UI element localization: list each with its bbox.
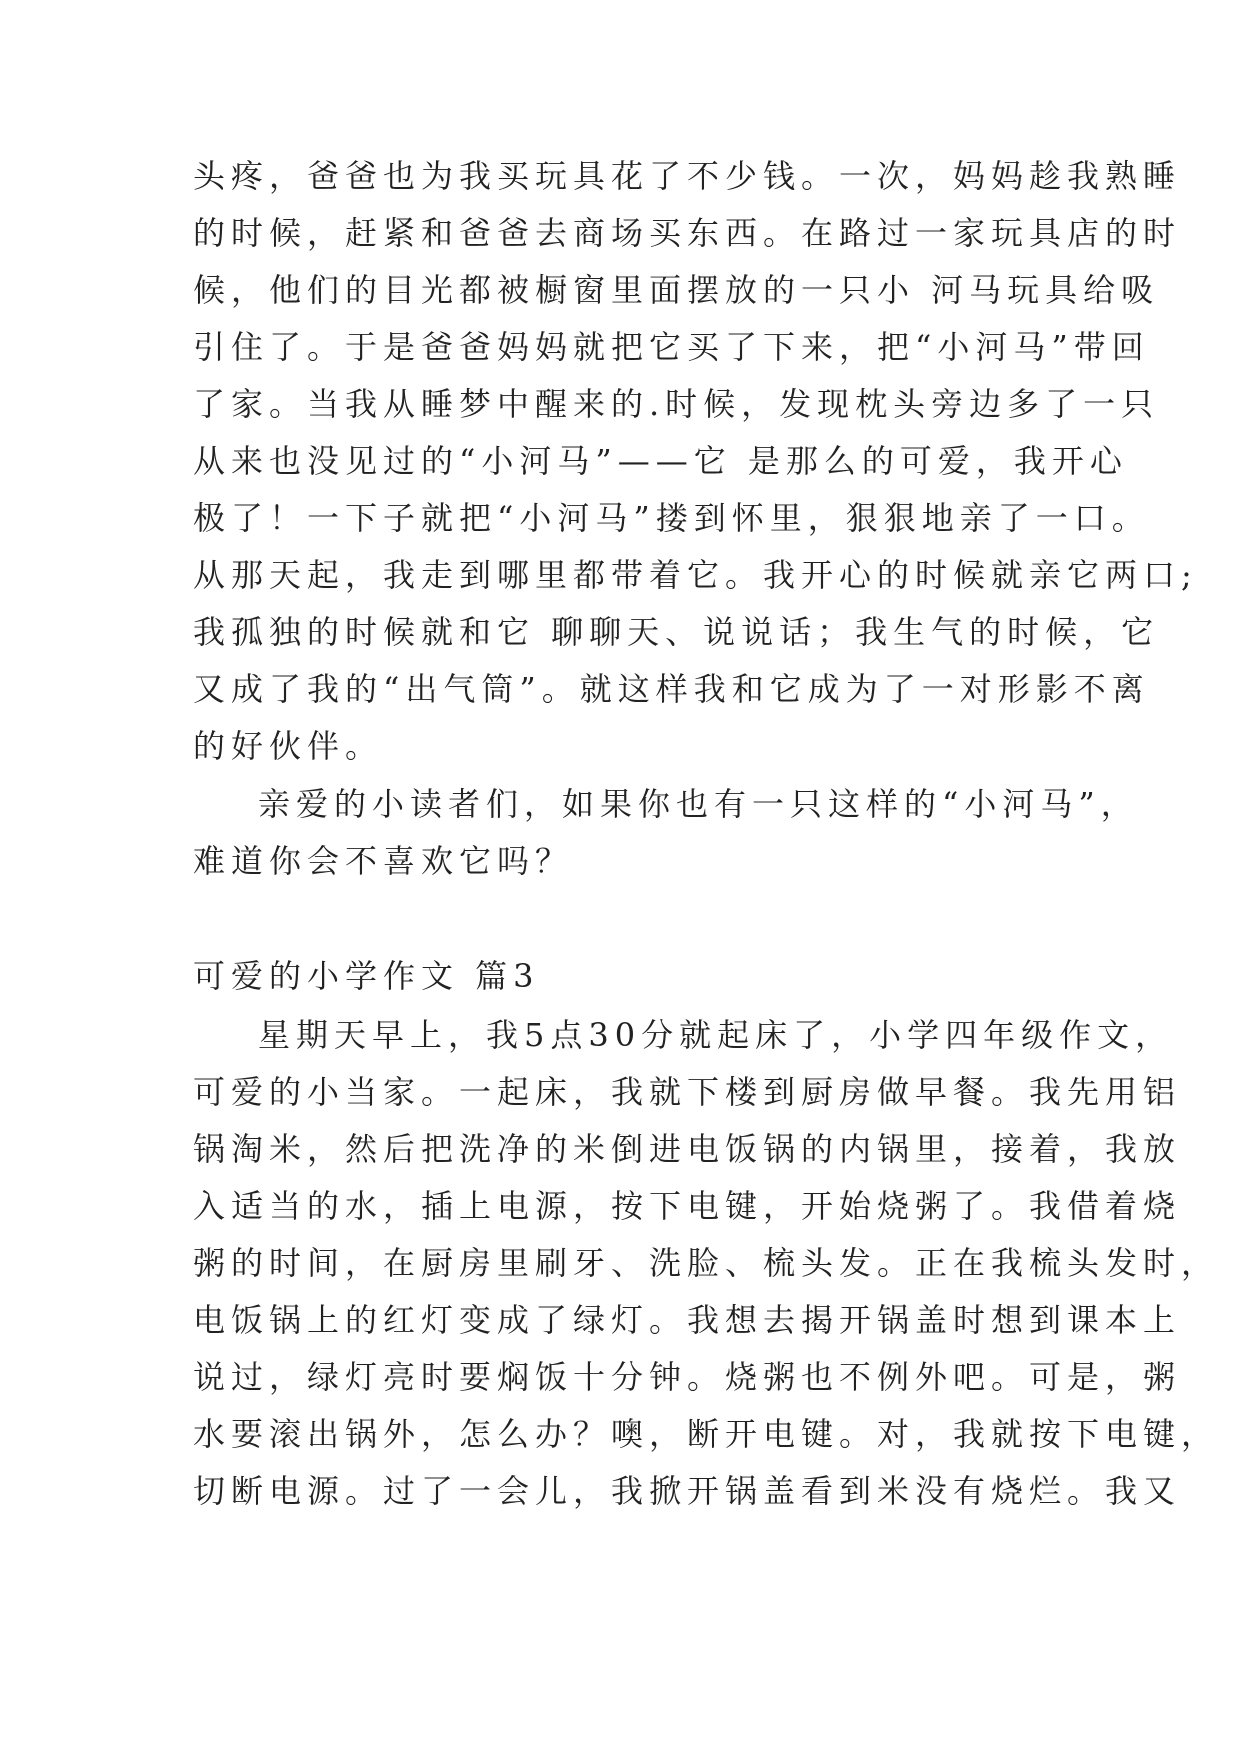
paragraph-line: 电饭锅上的红灯变成了绿灯。我想去揭开锅盖时想到课本上 [193,1301,1182,1339]
paragraph-line: 切断电源。过了一会儿，我掀开锅盖看到米没有烧烂。我又 [193,1472,1182,1510]
paragraph-line: 极了！一下子就把“小河马”搂到怀里，狠狠地亲了一口。 [193,499,1150,537]
paragraph-line: 又成了我的“出气筒”。就这样我和它成为了一对形影不离 [193,670,1150,708]
paragraph-line: 我孤独的时候就和它 聊聊天、说说话；我生气的时候，它 [193,613,1160,651]
paragraph-line: 的时候，赶紧和爸爸去商场买东西。在路过一家玩具店的时 [193,214,1182,252]
paragraph-line: 候，他们的目光都被橱窗里面摆放的一只小 河马玩具给吸 [193,271,1160,309]
paragraph-line: 的好伙伴。 [193,727,384,765]
section-heading: 可爱的小学作文 篇3 [193,957,540,995]
paragraph-line: 从来也没见过的“小河马”——它 是那么的可爱，我开心 [193,442,1128,480]
paragraph-line: 粥的时间，在厨房里刷牙、洗脸、梳头发。正在我梳头发时， [193,1244,1220,1282]
paragraph-line: 难道你会不喜欢它吗？ [193,842,574,880]
paragraph-line: 亲爱的小读者们，如果你也有一只这样的“小河马”， [258,785,1139,823]
paragraph-line: 可爱的小当家。一起床，我就下楼到厨房做早餐。我先用铝 [193,1073,1182,1111]
paragraph-line: 头疼，爸爸也为我买玩具花了不少钱。一次，妈妈趁我熟睡 [193,157,1182,195]
paragraph-line: 星期天早上，我5点30分就起床了，小学四年级作文， [258,1016,1174,1054]
paragraph-line: 说过，绿灯亮时要焖饭十分钟。烧粥也不例外吧。可是，粥 [193,1358,1182,1396]
paragraph-line: 锅淘米，然后把洗净的米倒进电饭锅的内锅里，接着，我放 [193,1130,1182,1168]
paragraph-line: 引住了。于是爸爸妈妈就把它买了下来，把“小河马”带回 [193,328,1150,366]
paragraph-line: 入适当的水，插上电源，按下电键，开始烧粥了。我借着烧 [193,1187,1182,1225]
paragraph-line: 从那天起，我走到哪里都带着它。我开心的时候就亲它两口; [193,556,1198,594]
paragraph-line: 水要滚出锅外，怎么办？噢，断开电键。对，我就按下电键， [193,1415,1220,1453]
paragraph-line: 了家。当我从睡梦中醒来的.时候，发现枕头旁边多了一只 [193,385,1160,423]
